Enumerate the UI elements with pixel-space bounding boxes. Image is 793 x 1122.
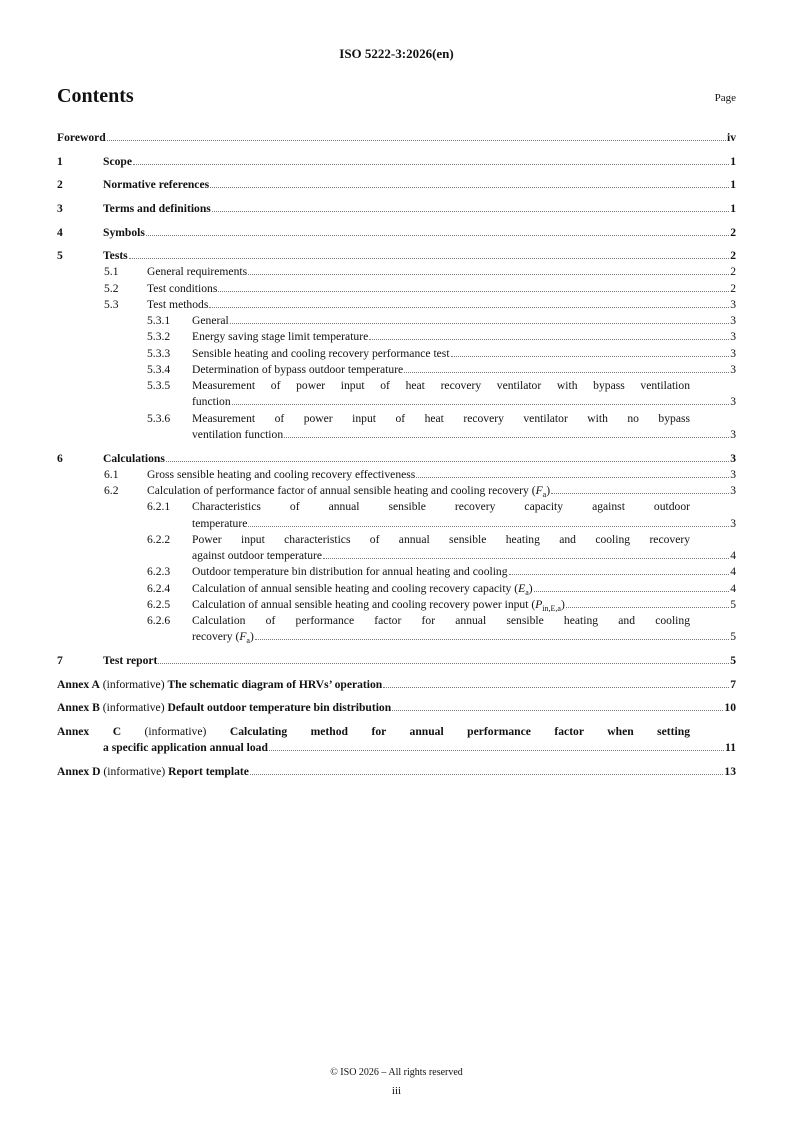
toc-entry-title[interactable] xyxy=(57,130,106,146)
toc-entry-title[interactable] xyxy=(192,394,231,410)
toc-entry[interactable] xyxy=(57,483,736,499)
toc-entry-line xyxy=(57,483,736,499)
toc-entry-number: 5.3 xyxy=(104,297,119,311)
toc-page-number[interactable]: 11 xyxy=(725,741,736,755)
dot-leader xyxy=(232,404,729,405)
toc-entry[interactable] xyxy=(57,597,736,613)
toc-entry[interactable] xyxy=(57,264,736,280)
title-text: (informative) xyxy=(99,701,168,715)
toc-page-number[interactable]: 3 xyxy=(730,484,736,498)
toc-page-number[interactable]: 2 xyxy=(730,281,736,295)
title-text: ) xyxy=(546,484,551,498)
toc-page-number[interactable]: 3 xyxy=(730,451,736,465)
dot-leader xyxy=(269,750,724,751)
toc-entry-title[interactable] xyxy=(147,264,247,280)
toc-page-number[interactable]: 5 xyxy=(730,597,736,611)
dot-leader xyxy=(250,774,724,775)
toc-entry-title[interactable] xyxy=(103,225,145,241)
toc-entry[interactable] xyxy=(57,411,736,444)
toc-entry-line xyxy=(57,629,736,645)
toc-entry[interactable] xyxy=(57,700,736,716)
document-header: ISO 5222-3:2026(en) xyxy=(339,46,454,61)
toc-entry-line xyxy=(57,724,736,740)
toc-entry-title[interactable] xyxy=(147,483,550,499)
toc-entry-line xyxy=(57,764,736,780)
toc-entry-number: 5.3.6 xyxy=(147,411,171,425)
toc-entry-number: 1 xyxy=(57,154,63,168)
toc-page-number[interactable]: 4 xyxy=(730,549,736,563)
toc-entry-number: 6.2.5 xyxy=(147,597,171,611)
title-text: Symbols xyxy=(103,225,145,239)
toc-entry-title[interactable] xyxy=(192,597,565,613)
title-text: function xyxy=(192,395,231,409)
title-text: General requirements xyxy=(147,265,248,279)
dot-leader xyxy=(129,258,729,259)
title-text: Terms and definitions xyxy=(103,201,211,215)
toc-page-number[interactable]: 3 xyxy=(730,395,736,409)
title-text: Test conditions xyxy=(147,281,218,295)
dot-leader xyxy=(566,607,729,608)
dot-leader xyxy=(451,356,729,357)
dot-leader xyxy=(392,710,723,711)
title-text: Test report xyxy=(103,653,158,667)
toc-page-number[interactable]: 3 xyxy=(730,346,736,360)
toc-entry-title[interactable] xyxy=(147,281,217,297)
toc-entry-line xyxy=(57,548,736,564)
title-text: Calculating method for annual performance factor when setting xyxy=(229,724,690,738)
toc-entry-line xyxy=(57,281,736,297)
toc-entry[interactable] xyxy=(57,613,736,646)
toc-entry-title[interactable] xyxy=(192,427,283,443)
dot-leader xyxy=(248,526,729,527)
toc-entry-title[interactable] xyxy=(192,499,690,515)
toc-entry-line xyxy=(57,201,736,217)
toc-page-number[interactable]: 7 xyxy=(730,677,736,691)
toc-entry-title[interactable] xyxy=(57,700,391,716)
title-text: temperature xyxy=(192,516,248,530)
toc-entry-number: 5.3.1 xyxy=(147,314,171,328)
title-text: Measurement of power input of heat recovery ventilator with bypass ventilation xyxy=(192,379,690,393)
toc-entry[interactable] xyxy=(57,581,736,597)
title-text: a specific application annual load xyxy=(103,741,268,755)
toc-page-number[interactable]: 4 xyxy=(730,565,736,579)
dot-leader xyxy=(107,140,726,141)
toc-entry[interactable] xyxy=(57,225,736,241)
toc-page-number[interactable]: 3 xyxy=(730,516,736,530)
toc-page-number[interactable]: iv xyxy=(726,131,736,144)
toc-page-number[interactable]: 5 xyxy=(730,630,736,644)
dot-leader xyxy=(404,372,729,373)
toc-entry[interactable] xyxy=(57,677,736,693)
toc-entry-title[interactable] xyxy=(103,154,132,170)
toc-entry[interactable] xyxy=(57,346,736,362)
toc-page-number[interactable]: 3 xyxy=(730,427,736,441)
subscript: a xyxy=(542,490,547,500)
dot-leader xyxy=(133,164,729,165)
dot-leader xyxy=(383,687,729,688)
toc-entry[interactable] xyxy=(57,764,736,780)
title-text: Calculation of performance factor for annual sensible heating and cooling xyxy=(192,614,690,628)
toc-page-number[interactable]: 3 xyxy=(730,330,736,344)
toc-entry-title[interactable] xyxy=(103,653,157,669)
toc-entry-title[interactable] xyxy=(192,411,690,427)
toc-entry[interactable] xyxy=(57,467,736,483)
toc-entry-title[interactable] xyxy=(103,451,165,467)
dot-leader xyxy=(255,639,729,640)
toc-entry[interactable] xyxy=(57,177,736,193)
dot-leader xyxy=(323,558,729,559)
toc-entry-title[interactable] xyxy=(192,548,322,564)
toc-entry[interactable] xyxy=(57,653,736,669)
title-text: Calculation of annual sensible heating and cooling recovery capacity ( xyxy=(192,581,519,595)
title-text: Foreword xyxy=(57,131,106,144)
toc-entry-title[interactable] xyxy=(57,764,249,780)
title-text: (informative) xyxy=(99,677,168,691)
title-text: Measurement of power input of heat recovery ventilator with no bypass xyxy=(192,411,690,425)
toc-entry-title[interactable] xyxy=(147,297,208,313)
toc-page-number[interactable]: 3 xyxy=(730,467,736,481)
toc-entry-number: 6.2.3 xyxy=(147,565,171,579)
title-text: Power input characteristics of annual sensible heating and cooling recovery xyxy=(192,532,690,546)
toc-entry-number: 6.2.2 xyxy=(147,532,171,546)
subscript: a xyxy=(525,587,529,597)
toc-entry[interactable] xyxy=(57,281,736,297)
title-text: Outdoor temperature bin distribution for annual heating and cooling xyxy=(192,565,508,579)
toc-entry-title[interactable] xyxy=(192,313,229,329)
toc-entry-title[interactable] xyxy=(192,362,403,378)
dot-leader xyxy=(534,591,729,592)
toc-page-number[interactable]: 13 xyxy=(724,764,736,778)
toc-entry-title[interactable] xyxy=(192,613,690,629)
title-text: Tests xyxy=(103,249,128,263)
toc-entry-number: 3 xyxy=(57,201,63,215)
title-text: against outdoor temperature xyxy=(192,549,323,563)
toc-entry-line xyxy=(57,677,736,693)
toc-entry[interactable] xyxy=(57,313,736,329)
title-text: ventilation function xyxy=(192,427,284,441)
toc-page-number[interactable]: 3 xyxy=(730,314,736,328)
toc-page-number[interactable]: 1 xyxy=(730,178,736,192)
title-text: Annex D xyxy=(57,764,101,778)
toc-entry-number: 7 xyxy=(57,653,63,667)
toc-entry-line xyxy=(57,394,736,410)
toc-entry-number: 5.3.3 xyxy=(147,346,171,360)
title-text: recovery ( xyxy=(192,630,240,644)
toc-entry-line xyxy=(57,225,736,241)
title-text: Annex A xyxy=(57,677,100,691)
title-text: ) xyxy=(560,597,565,611)
toc-page-number[interactable]: 2 xyxy=(730,249,736,263)
dot-leader xyxy=(230,323,729,324)
toc-entry[interactable] xyxy=(57,248,736,264)
toc-entry-line xyxy=(57,653,736,669)
dot-leader xyxy=(509,574,729,575)
title-text: (informative) xyxy=(100,764,169,778)
toc-entry-line xyxy=(57,177,736,193)
toc-entry-number: 5.1 xyxy=(104,265,119,279)
toc-entry[interactable] xyxy=(57,724,736,757)
title-text: Default outdoor temperature bin distribution xyxy=(167,701,392,715)
toc-entry-title[interactable] xyxy=(192,378,690,394)
dot-leader xyxy=(166,461,729,462)
toc-entry-line xyxy=(57,297,736,313)
toc-entry-line xyxy=(57,740,736,756)
title-text: Normative references xyxy=(103,178,210,192)
toc-entry-number: 5.2 xyxy=(104,281,119,295)
dot-leader xyxy=(209,307,729,308)
toc-page-number[interactable]: 3 xyxy=(730,362,736,376)
table-of-contents xyxy=(57,130,736,780)
title-text: Calculations xyxy=(103,451,165,465)
toc-entry-number: 2 xyxy=(57,178,63,192)
toc-entry-line xyxy=(57,154,736,170)
toc-entry[interactable] xyxy=(57,297,736,313)
title-text: ) xyxy=(249,630,254,644)
toc-entry-title[interactable] xyxy=(192,564,508,580)
toc-entry-title[interactable] xyxy=(192,532,690,548)
toc-page-number[interactable]: 10 xyxy=(724,701,736,715)
title-text: Gross sensible heating and cooling recovery effectiveness xyxy=(147,467,416,481)
toc-entry-number: 6.2.6 xyxy=(147,614,171,628)
title-text: Annex B xyxy=(57,701,100,715)
math-variable: P xyxy=(535,597,543,611)
toc-entry-line xyxy=(57,264,736,280)
toc-entry[interactable] xyxy=(57,499,736,532)
toc-page-number[interactable]: 2 xyxy=(730,265,736,279)
toc-entry-title[interactable] xyxy=(103,740,268,756)
toc-entry-line xyxy=(57,451,736,467)
toc-entry[interactable] xyxy=(57,130,736,146)
toc-entry-number: 6.2.1 xyxy=(147,500,171,514)
toc-entry-number: 5 xyxy=(57,249,63,263)
title-text: ) xyxy=(528,581,533,595)
toc-entry-number: 5.3.5 xyxy=(147,379,171,393)
toc-page-number[interactable]: 2 xyxy=(730,225,736,239)
toc-entry-title[interactable] xyxy=(192,581,533,597)
toc-entry-title[interactable] xyxy=(103,177,209,193)
toc-entry[interactable] xyxy=(57,362,736,378)
toc-entry-title[interactable] xyxy=(103,201,211,217)
toc-entry-number: 5.3.2 xyxy=(147,330,171,344)
title-text: Scope xyxy=(103,154,132,168)
toc-entry-line xyxy=(57,130,736,146)
toc-page-number[interactable]: 4 xyxy=(730,581,736,595)
title-text: Energy saving stage limit temperature xyxy=(192,330,369,344)
toc-entry[interactable] xyxy=(57,201,736,217)
copyright-footer: © ISO 2026 – All rights reserved xyxy=(330,1067,463,1078)
toc-entry[interactable] xyxy=(57,451,736,467)
toc-page-number[interactable]: 5 xyxy=(730,653,736,667)
toc-entry-title[interactable] xyxy=(192,629,254,645)
toc-page-number[interactable]: 1 xyxy=(730,154,736,168)
math-variable: E xyxy=(518,581,526,595)
toc-entry[interactable] xyxy=(57,329,736,345)
dot-leader xyxy=(284,437,729,438)
toc-entry-title[interactable] xyxy=(192,329,368,345)
title-text: Report template xyxy=(168,764,249,778)
dot-leader xyxy=(146,235,729,236)
title-text: Sensible heating and cooling recovery performance test xyxy=(192,346,450,360)
toc-entry-line xyxy=(57,700,736,716)
dot-leader xyxy=(416,477,729,478)
subscript: a xyxy=(246,636,250,646)
toc-entry-title[interactable] xyxy=(147,467,415,483)
math-variable: F xyxy=(535,484,543,498)
toc-entry-title[interactable] xyxy=(192,346,450,362)
toc-entry-number: 6 xyxy=(57,451,63,465)
toc-entry[interactable] xyxy=(57,154,736,170)
title-text: Annex C xyxy=(57,724,122,738)
dot-leader xyxy=(551,493,729,494)
title-text: General xyxy=(192,314,229,328)
dot-leader xyxy=(218,291,729,292)
toc-entry-title[interactable] xyxy=(57,677,382,693)
toc-page-number[interactable]: 3 xyxy=(730,297,736,311)
page-number: iii xyxy=(391,1085,402,1097)
page-title: Contents xyxy=(57,85,134,107)
toc-entry-line xyxy=(57,467,736,483)
title-text: Characteristics of annual sensible recovery capacity against outdoor xyxy=(192,500,690,514)
toc-page-number[interactable]: 1 xyxy=(730,201,736,215)
toc-entry[interactable] xyxy=(57,564,736,580)
math-variable: F xyxy=(239,630,247,644)
toc-entry-line xyxy=(57,516,736,532)
page-column-label: Page xyxy=(714,92,736,104)
title-text: The schematic diagram of HRVs’ operation xyxy=(167,677,383,691)
toc-entry-title[interactable] xyxy=(57,724,690,740)
title-text: Test methods xyxy=(147,297,209,311)
title-text: Calculation of performance factor of annual sensible heating and cooling recovery ( xyxy=(147,484,536,498)
toc-entry-line xyxy=(57,248,736,264)
toc-entry-title[interactable] xyxy=(192,516,247,532)
dot-leader xyxy=(158,663,729,664)
toc-entry-number: 6.2.4 xyxy=(147,581,171,595)
dot-leader xyxy=(369,339,729,340)
subscript: in,E,a xyxy=(542,603,561,613)
toc-entry[interactable] xyxy=(57,532,736,565)
toc-entry-number: 6.2 xyxy=(104,484,119,498)
toc-entry-number: 5.3.4 xyxy=(147,362,171,376)
title-text: Calculation of annual sensible heating and cooling recovery power input ( xyxy=(192,597,536,611)
toc-entry-number: 4 xyxy=(57,225,63,239)
title-text: (informative) xyxy=(121,724,230,738)
dot-leader xyxy=(212,211,729,212)
toc-entry-line xyxy=(57,427,736,443)
toc-entry[interactable] xyxy=(57,378,736,411)
title-text: Determination of bypass outdoor temperature xyxy=(192,362,404,376)
toc-entry-title[interactable] xyxy=(103,248,128,264)
toc-entry-number: 6.1 xyxy=(104,467,119,481)
dot-leader xyxy=(210,187,729,188)
dot-leader xyxy=(248,274,729,275)
